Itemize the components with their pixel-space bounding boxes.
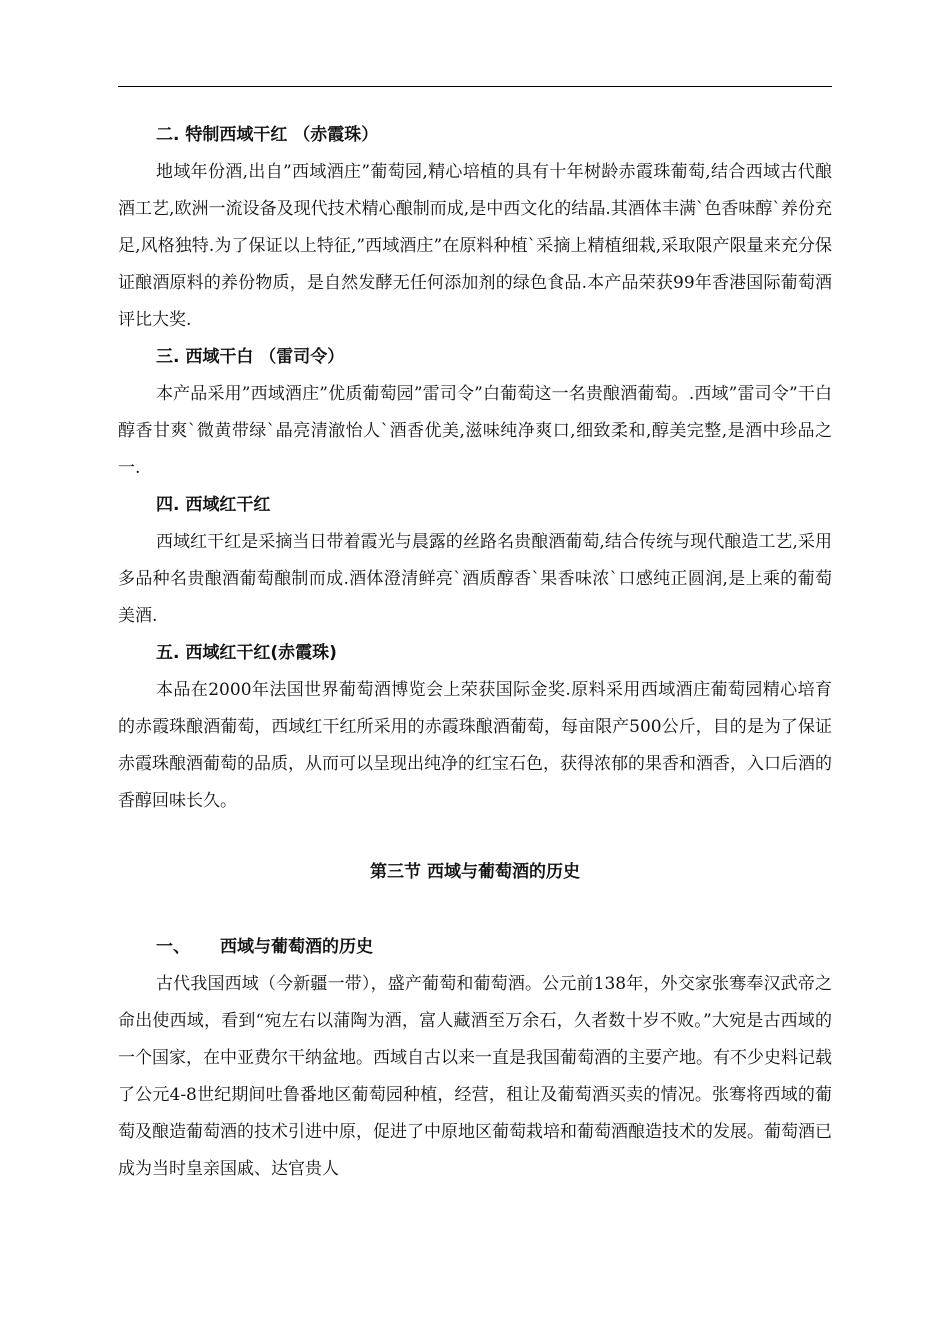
- section-heading-5: 五. 西域红干红(赤霞珠): [156, 643, 337, 663]
- chapter-paragraph: 古代我国西域（今新疆一带），盛产葡萄和葡萄酒。公元前138年，外交家张骞奉汉武帝之命出使西域，看到“宛左右以蒲陶为酒，富人藏酒至万余石，久者数十岁不败。”大宛是古西域的一个国家，在中亚费尔干纳盆地。西域自古以来一直是我国葡萄酒的主要产地。有不少史料记载了公元4-8世纪期间吐鲁番地区葡萄园种植，经营，租让及葡萄酒买卖的情况。张骞将西域的葡萄及酿造葡萄酒的技术引进中原，促进了中原地区葡萄栽培和葡萄酒酿造技术的发展。葡萄酒已成为当时皇亲国戚、达官贵人: [118, 974, 832, 1179]
- section-heading-4: 四. 西域红干红: [156, 495, 271, 515]
- document-body: [118, 117, 832, 1188]
- section-heading-3: 三. 西域干白 （雷司令）: [156, 347, 345, 367]
- sub-heading-number: 一、: [156, 937, 190, 957]
- sub-heading-title: 西域与葡萄酒的历史: [220, 937, 373, 957]
- section-heading-2: 二. 特制西域干红 （赤霞珠）: [156, 125, 379, 145]
- chapter-sub-heading: [118, 929, 832, 966]
- header-rule: [118, 86, 832, 87]
- section-paragraph-5: 本品在2000年法国世界葡萄酒博览会上荣获国际金奖.原料采用西域酒庄葡萄园精心培育的赤霞珠酿酒葡萄，西域红干红所采用的赤霞珠酿酒葡萄，每亩限产500公斤，目的是为了保证赤霞珠酿酒葡萄的品质，从而可以呈现出纯净的红宝石色，获得浓郁的果香和酒香，入口后酒的香醇回味长久。: [118, 680, 832, 811]
- section-paragraph-3: 本产品采用”西域酒庄”优质葡萄园”雷司令”白葡萄这一名贵酿酒葡萄。.西域”雷司令”干白醇香甘爽`微黄带绿`晶亮清澈怡人`酒香优美,滋味纯净爽口,细致柔和,醇美完整,是酒中珍品之一.: [118, 384, 832, 478]
- chapter-title: 第三节 西域与葡萄酒的历史: [370, 862, 580, 882]
- section-paragraph-4: 西域红干红是采摘当日带着霞光与晨露的丝路名贵酿酒葡萄,结合传统与现代酿造工艺,采用多品种名贵酿酒葡萄酿制而成.酒体澄清鲜亮`酒质醇香`果香味浓`口感纯正圆润,是上乘的葡萄美酒.: [118, 532, 832, 626]
- section-paragraph-2: 地域年份酒,出自”西域酒庄”葡萄园,精心培植的具有十年树龄赤霞珠葡萄,结合西域古代酿酒工艺,欧洲一流设备及现代技术精心酿制而成,是中西文化的结晶.其酒体丰满`色香味醇`养份充足,风格独特.为了保证以上特征,”西域酒庄”在原料种植`采摘上精植细栽,采取限产限量来充分保证酿酒原料的养份物质，是自然发酵无任何添加剂的绿色食品.本产品荣获99年香港国际葡萄酒评比大奖.: [118, 162, 832, 330]
